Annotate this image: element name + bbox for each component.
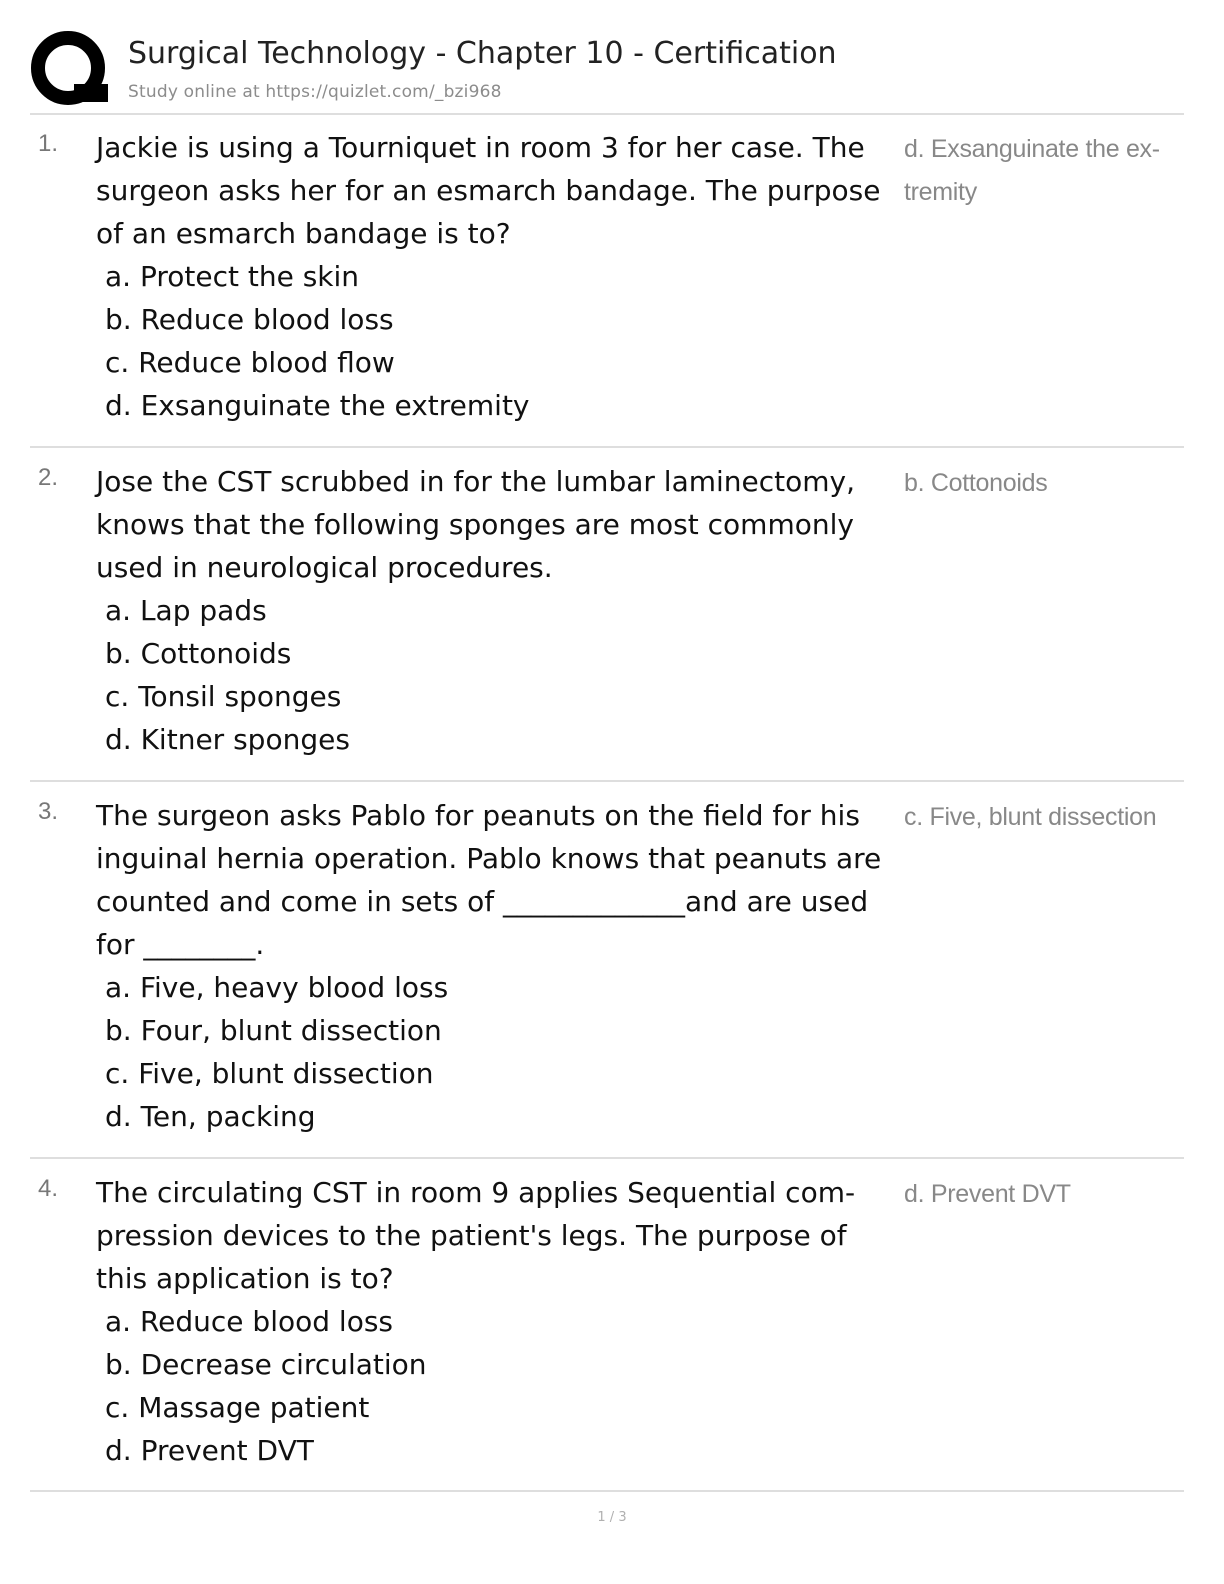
option-c: c. Tonsil sponges [105, 680, 342, 713]
quizlet-logo-icon [30, 30, 110, 110]
page-title: Surgical Technology - Chapter 10 - Certification [128, 36, 837, 71]
page-number: 1 / 3 [597, 1510, 627, 1525]
option-a: a. Reduce blood loss [105, 1305, 393, 1338]
question-stem: Jose the CST scrubbed in for the lumbar laminectomy, knows that the following sponges are most commonly used in neurological procedures. [96, 465, 856, 584]
option-b: b. Cottonoids [105, 637, 292, 670]
option-b: b. Reduce blood loss [105, 303, 394, 336]
option-b: b. Four, blunt dissection [105, 1014, 442, 1047]
option-d: d. Exsanguinate the extremity [105, 389, 530, 422]
option-d: d. Kitner sponges [105, 723, 350, 756]
question-body [96, 126, 886, 427]
question-body [96, 1171, 886, 1472]
question-number: 3. [38, 798, 59, 825]
page-header [30, 28, 1190, 112]
question-number: 1. [38, 130, 59, 157]
option-d: d. Prevent DVT [105, 1434, 314, 1467]
answer-text: d. Prevent DVT [904, 1180, 1071, 1208]
option-d: d. Ten, packing [105, 1100, 316, 1133]
answer-text: d. Exsanguinate the ex-tremity [904, 135, 1160, 206]
divider [30, 446, 1184, 448]
option-a: a. Five, heavy blood loss [105, 971, 449, 1004]
question-body [96, 794, 886, 1138]
question-stem: The circulating CST in room 9 applies Sequential com-pression devices to the patient's legs. The purpose of this application is to? [96, 1176, 856, 1295]
option-c: c. Reduce blood flow [105, 346, 395, 379]
option-a: a. Protect the skin [105, 260, 360, 293]
divider [30, 780, 1184, 782]
option-c: c. Five, blunt dissection [105, 1057, 434, 1090]
divider [30, 113, 1184, 115]
divider [30, 1157, 1184, 1159]
answer-text: b. Cottonoids [904, 469, 1048, 497]
option-c: c. Massage patient [105, 1391, 370, 1424]
question-stem: The surgeon asks Pablo for peanuts on the field for his inguinal hernia operation. Pablo knows that peanuts are counted and come in sets of _____________and are used for ________. [96, 799, 882, 961]
divider [30, 1490, 1184, 1492]
question-number: 4. [38, 1175, 59, 1202]
answer-text: c. Five, blunt dissection [904, 803, 1157, 831]
study-online-link[interactable]: Study online at https://quizlet.com/_bzi968 [128, 82, 502, 102]
question-body [96, 460, 886, 761]
question-stem: Jackie is using a Tourniquet in room 3 for her case. The surgeon asks her for an esmarch bandage. The purpose of an esmarch bandage is to? [96, 131, 881, 250]
option-b: b. Decrease circulation [105, 1348, 427, 1381]
question-number: 2. [38, 464, 59, 491]
option-a: a. Lap pads [105, 594, 267, 627]
